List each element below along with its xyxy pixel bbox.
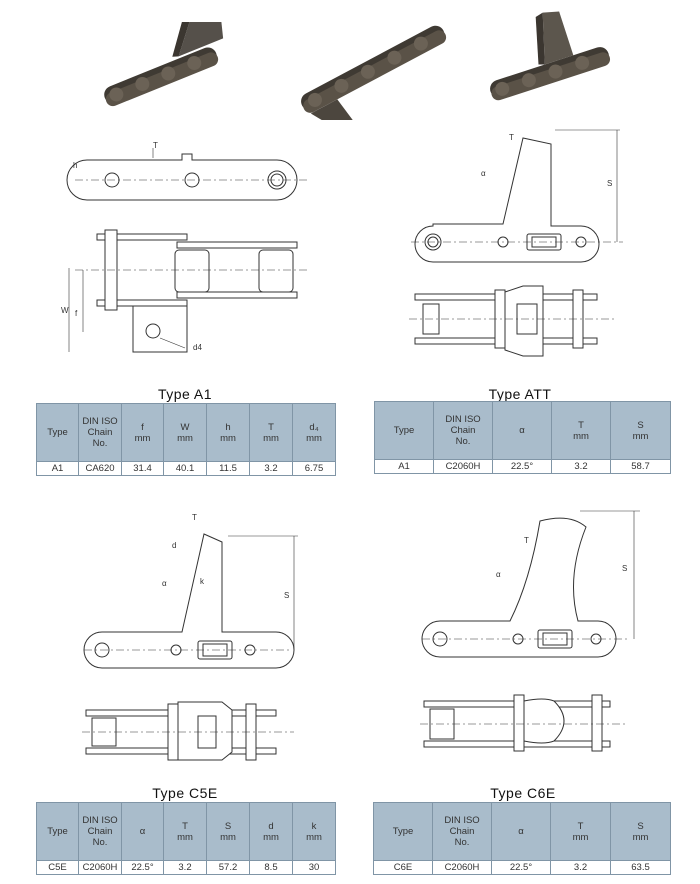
table-row [375,460,671,474]
spec-table-c5e [36,802,336,875]
cell-h: 11.5 [207,462,250,476]
header-type: Type [37,404,79,462]
label-t: T [524,536,529,545]
table-row [37,462,336,476]
label-w: W [61,306,69,315]
label-f: f [75,309,78,318]
cell-type: C5E [37,861,79,875]
title-type-att: Type ATT [488,386,552,402]
header-s: S mm [611,402,671,460]
label-alpha: α [162,579,167,588]
diagram-type-c6e [420,505,650,763]
cell-alpha: 22.5° [122,861,164,875]
diagram-type-att [405,128,650,360]
header-alpha: α [492,803,551,861]
spec-table-att [374,401,671,474]
label-t: T [153,141,158,150]
header-t: T mm [250,404,293,462]
header-alpha: α [493,402,552,460]
title-type-c6e: Type C6E [490,785,556,801]
cell-chain-no: C2060H [434,460,493,474]
header-s: S mm [611,803,671,861]
title-type-c5e: Type C5E [152,785,218,801]
spec-table-c6e [373,802,671,875]
table-row [374,861,671,875]
cell-w: 40.1 [164,462,207,476]
cell-chain-no: CA620 [79,462,122,476]
label-d: d [172,541,177,550]
cell-t: 3.2 [551,861,611,875]
header-chain-no: DIN ISO Chain No. [79,404,122,462]
header-s: S mm [207,803,250,861]
header-alpha: α [122,803,164,861]
cell-s: 58.7 [611,460,671,474]
cell-alpha: 22.5° [492,861,551,875]
header-h: h mm [207,404,250,462]
label-t: T [509,133,514,142]
header-f: f mm [122,404,164,462]
label-alpha: α [481,169,486,178]
cell-type: A1 [37,462,79,476]
chain-photo-c [480,8,615,108]
diagram-type-a1 [55,138,325,358]
label-t: T [192,513,197,522]
cell-d: 8.5 [250,861,293,875]
cell-type: C6E [374,861,433,875]
cell-chain-no: C2060H [433,861,492,875]
header-type: Type [375,402,434,460]
label-k: k [200,577,204,586]
header-d4: d₄ mm [293,404,336,462]
cell-s: 57.2 [207,861,250,875]
header-chain-no: DIN ISO Chain No. [434,402,493,460]
spec-table-a1 [36,403,336,476]
chain-photo-att [285,10,455,120]
header-chain-no: DIN ISO Chain No. [433,803,492,861]
header-w: W mm [164,404,207,462]
cell-t: 3.2 [552,460,611,474]
cell-alpha: 22.5° [493,460,552,474]
cell-s: 63.5 [611,861,671,875]
diagram-type-c5e [80,508,320,764]
cell-chain-no: C2060H [79,861,122,875]
label-h: h [73,161,78,170]
header-t: T mm [552,402,611,460]
header-k: k mm [293,803,336,861]
header-type: Type [374,803,433,861]
header-chain-no: DIN ISO Chain No. [79,803,122,861]
label-d4: d4 [193,343,202,352]
label-s: S [607,179,613,188]
label-s: S [622,564,628,573]
table-row [37,861,336,875]
header-type: Type [37,803,79,861]
cell-type: A1 [375,460,434,474]
title-type-a1: Type A1 [157,386,213,402]
cell-k: 30 [293,861,336,875]
chain-photo-a1 [92,22,252,108]
cell-t: 3.2 [250,462,293,476]
header-t: T mm [551,803,611,861]
header-t: T mm [164,803,207,861]
cell-f: 31.4 [122,462,164,476]
header-d: d mm [250,803,293,861]
cell-t: 3.2 [164,861,207,875]
cell-d4: 6.75 [293,462,336,476]
label-alpha: α [496,570,501,579]
label-s: S [284,591,290,600]
